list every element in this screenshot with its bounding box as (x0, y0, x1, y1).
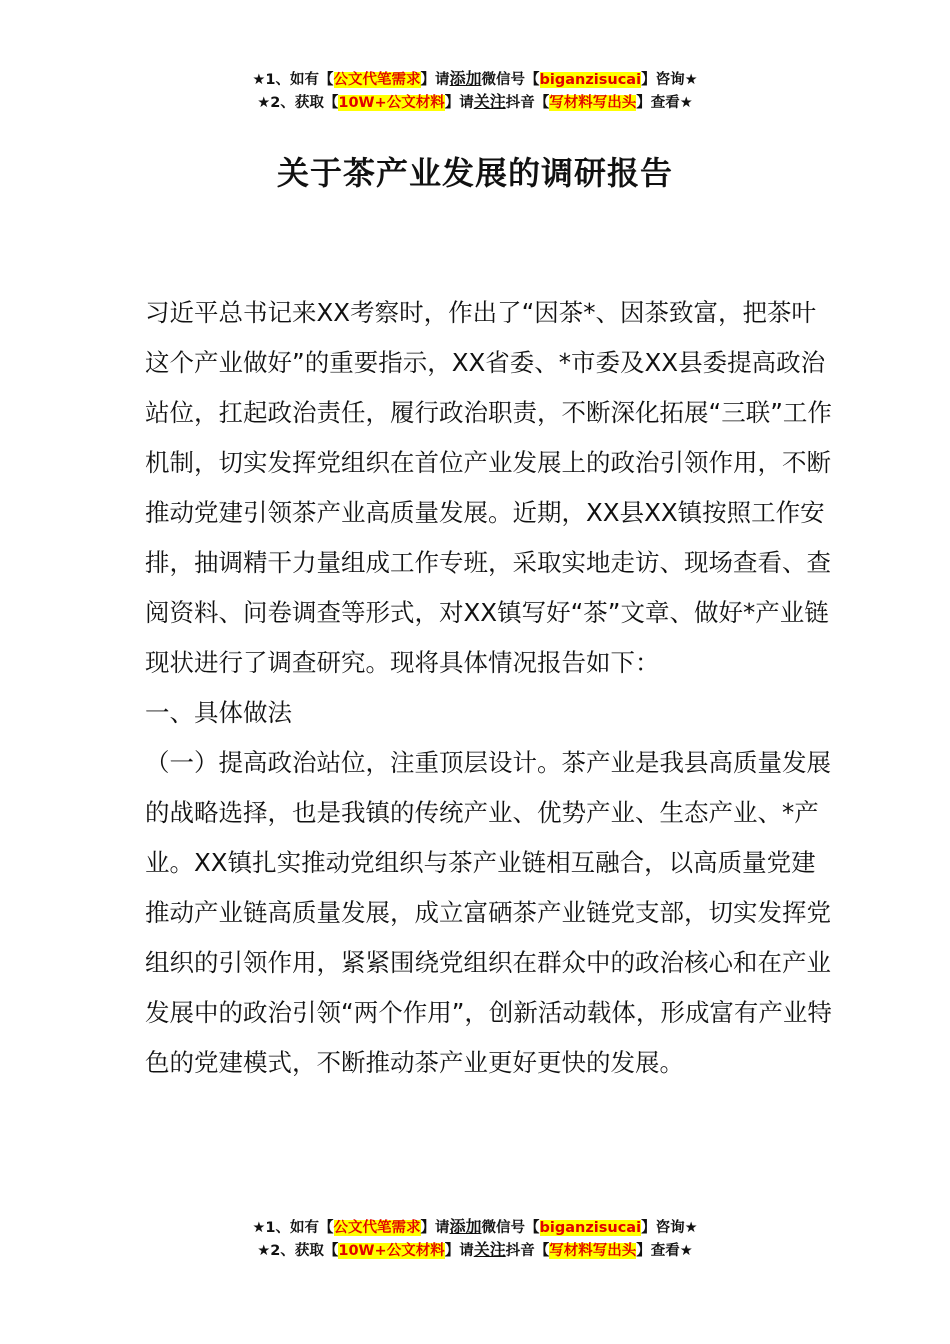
promo-text: 】请 (420, 72, 450, 88)
promo-text: ★2、获取【 (257, 95, 339, 111)
promo-emphasis: 添加 (449, 1217, 482, 1236)
promo-highlight: 10W+公文材料 (338, 95, 445, 111)
header-promo-banner (0, 68, 950, 114)
promo-line-1 (0, 1216, 950, 1239)
promo-douyin-id: 写材料写出头 (549, 1243, 637, 1259)
footer-promo-banner (0, 1216, 950, 1262)
promo-emphasis: 关注 (473, 1240, 506, 1259)
promo-text: ★2、获取【 (257, 1243, 339, 1259)
promo-text: 抖音【 (505, 95, 550, 111)
promo-text: 】请 (444, 1243, 474, 1259)
promo-highlight: 10W+公文材料 (338, 1243, 445, 1259)
promo-text: 】咨询★ (641, 1220, 698, 1236)
promo-highlight: 公文代笔需求 (333, 1220, 421, 1236)
paragraph-section-1: （一）提高政治站位，注重顶层设计。茶产业是我县高质量发展的战略选择，也是我镇的传统产业、优势产业、生态产业、*产业。XX镇扎实推动党组织与茶产业链相互融合，以高质量党建推动产业链高质量发展，成立富硒茶产业链党支部，切实发挥党组织的引领作用，紧紧围绕党组织在群众中的政治核心和在产业发展中的政治引领“两个作用”，创新活动载体，形成富有产业特色的党建模式，不断推动茶产业更好更快的发展。 (145, 748, 832, 1077)
promo-text: 】查看★ (636, 1243, 693, 1259)
promo-wechat-id: biganzisucai (539, 1220, 642, 1236)
promo-wechat-id: biganzisucai (539, 72, 642, 88)
promo-text: 】请 (444, 95, 474, 111)
promo-douyin-id: 写材料写出头 (549, 95, 637, 111)
document-title: 关于茶产业发展的调研报告 (276, 154, 673, 192)
promo-emphasis: 添加 (449, 69, 482, 88)
section-heading: 一、具体做法 (145, 698, 292, 727)
promo-text: ★1、如有【 (252, 1220, 334, 1236)
promo-line-1 (0, 68, 950, 91)
promo-highlight: 公文代笔需求 (333, 72, 421, 88)
promo-text: 】请 (420, 1220, 450, 1236)
promo-text: 微信号【 (481, 72, 540, 88)
promo-line-2 (0, 1239, 950, 1262)
promo-line-2 (0, 91, 950, 114)
promo-text: 】咨询★ (641, 72, 698, 88)
document-body (145, 288, 835, 1088)
paragraph-intro: 习近平总书记来XX考察时，作出了“因茶*、因茶致富，把茶叶这个产业做好”的重要指示，XX省委、*市委及XX县委提高政治站位，扛起政治责任，履行政治职责，不断深化拓展“三联”工作机制，切实发挥党组织在首位产业发展上的政治引领作用，不断推动党建引领茶产业高质量发展。近期，XX县XX镇按照工作安排，抽调精干力量组成工作专班，采取实地走访、现场查看、查阅资料、问卷调查等形式，对XX镇写好“茶”文章、做好*产业链现状进行了调查研究。现将具体情况报告如下： (145, 298, 832, 677)
promo-emphasis: 关注 (473, 92, 506, 111)
promo-text: 抖音【 (505, 1243, 550, 1259)
promo-text: 微信号【 (481, 1220, 540, 1236)
promo-text: 】查看★ (636, 95, 693, 111)
promo-text: ★1、如有【 (252, 72, 334, 88)
